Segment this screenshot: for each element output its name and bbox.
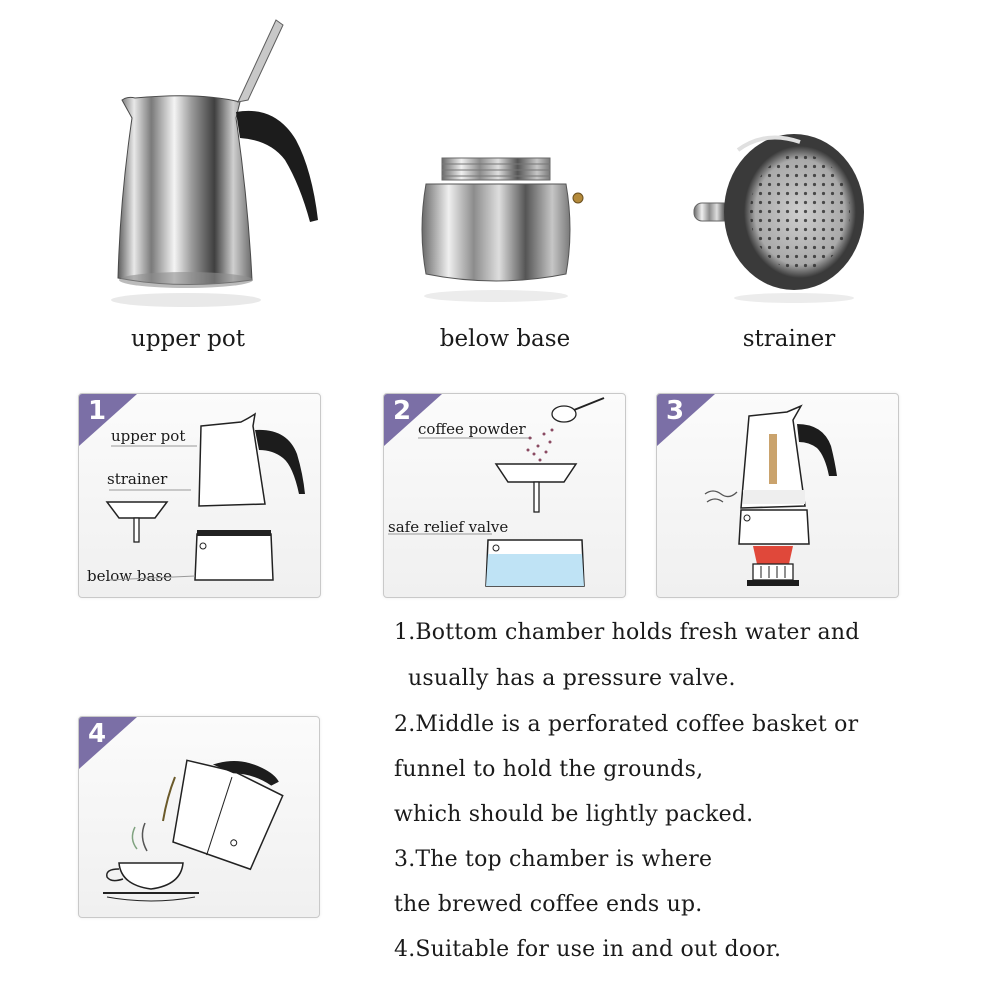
step-2-number: 2 xyxy=(393,396,412,426)
instruction-line-4: funnel to hold the grounds, xyxy=(394,757,704,782)
step-1-number: 1 xyxy=(88,396,107,426)
step-1-panel xyxy=(78,393,321,598)
instruction-line-8: 4.Suitable for use in and out door. xyxy=(394,937,782,962)
step-4-number: 4 xyxy=(88,719,107,749)
upper-pot-image xyxy=(111,20,318,307)
step-2-coffee-powder-label: coffee powder xyxy=(418,420,526,438)
step-1-below-base-label: below base xyxy=(87,567,173,585)
below-base-label: below base xyxy=(439,326,571,352)
strainer-label: strainer xyxy=(742,326,836,352)
step-2-diagram xyxy=(384,394,625,597)
step-1-diagram xyxy=(79,394,320,597)
step-4-diagram xyxy=(79,717,319,917)
step-1-upper-pot-label: upper pot xyxy=(111,427,186,445)
instruction-line-1: 1.Bottom chamber holds fresh water and xyxy=(394,620,860,645)
below-base-image xyxy=(422,158,583,302)
step-1-strainer-label: strainer xyxy=(107,470,168,488)
step-3-panel xyxy=(656,393,899,598)
instruction-line-5: which should be lightly packed. xyxy=(394,802,754,827)
instruction-line-6: 3.The top chamber is where xyxy=(394,847,713,872)
upper-pot-label: upper pot xyxy=(131,326,245,352)
step-2-safe-relief-valve-label: safe relief valve xyxy=(388,518,509,536)
step-2-panel xyxy=(383,393,626,598)
step-3-diagram xyxy=(657,394,898,597)
strainer-image xyxy=(694,134,864,303)
instruction-line-3: 2.Middle is a perforated coffee basket or xyxy=(394,712,859,737)
step-3-number: 3 xyxy=(666,396,685,426)
step-4-panel xyxy=(78,716,320,918)
instruction-line-2: usually has a pressure valve. xyxy=(408,666,736,691)
instruction-line-7: the brewed coffee ends up. xyxy=(394,892,703,917)
